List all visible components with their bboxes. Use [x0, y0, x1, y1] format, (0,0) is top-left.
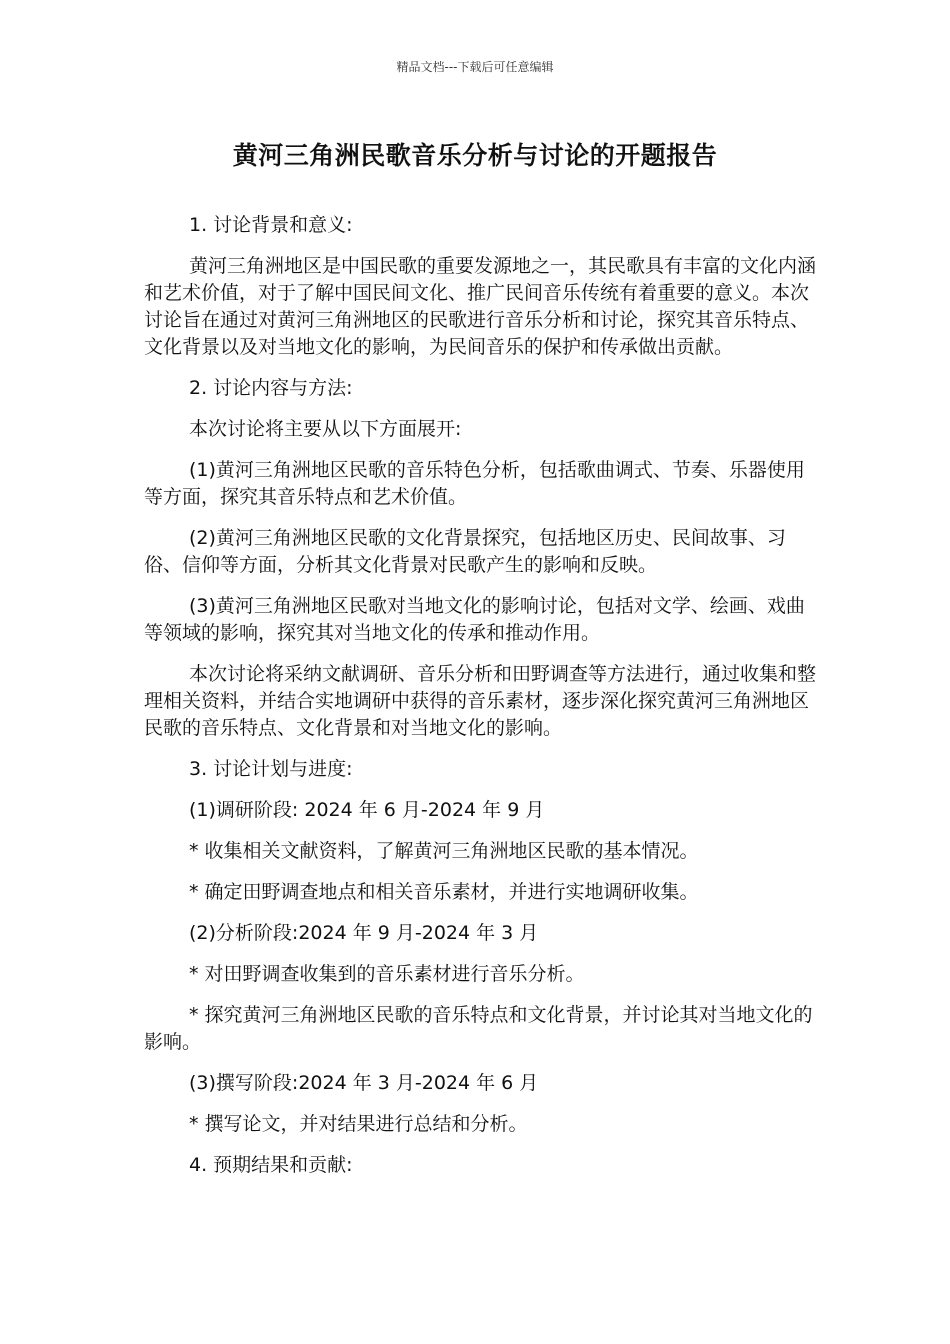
plan-stage-research: (1)调研阶段: 2024 年 6 月-2024 年 9 月 — [189, 799, 545, 821]
header-note: 精品文档---下载后可任意编辑 — [396, 60, 554, 74]
section-heading-results: 4. 预期结果和贡献: — [189, 1154, 353, 1176]
plan-stage-writing: (3)撰写阶段:2024 年 3 月-2024 年 6 月 — [189, 1072, 539, 1094]
paragraph-intro: 本次讨论将主要从以下方面展开: — [189, 418, 462, 440]
paragraph-item-1: (1)黄河三角洲地区民歌的音乐特色分析，包括歌曲调式、节奏、乐器使用等方面，探究其音乐特点和艺术价值。 — [144, 459, 805, 508]
document-body — [144, 212, 816, 1193]
plan-bullet: * 对田野调查收集到的音乐素材进行音乐分析。 — [189, 963, 585, 985]
section-heading-background: 1. 讨论背景和意义: — [189, 214, 353, 236]
section-heading-content-method: 2. 讨论内容与方法: — [189, 377, 353, 399]
plan-bullet: * 收集相关文献资料，了解黄河三角洲地区民歌的基本情况。 — [189, 840, 699, 862]
paragraph-methods: 本次讨论将采纳文献调研、音乐分析和田野调查等方法进行，通过收集和整理相关资料，并结合实地调研中获得的音乐素材，逐步深化探究黄河三角洲地区民歌的音乐特点、文化背景和对当地文化的影响。 — [144, 663, 817, 739]
plan-bullet: * 探究黄河三角洲地区民歌的音乐特点和文化背景，并讨论其对当地文化的影响。 — [144, 1004, 813, 1053]
document-title: 黄河三角洲民歌音乐分析与讨论的开题报告 — [232, 141, 718, 170]
paragraph-item-3: (3)黄河三角洲地区民歌对当地文化的影响讨论，包括对文学、绘画、戏曲等领域的影响，探究其对当地文化的传承和推动作用。 — [144, 595, 805, 644]
plan-bullet: * 撰写论文，并对结果进行总结和分析。 — [189, 1113, 528, 1135]
section-heading-plan: 3. 讨论计划与进度: — [189, 758, 353, 780]
plan-bullet: * 确定田野调查地点和相关音乐素材，并进行实地调研收集。 — [189, 881, 699, 903]
plan-stage-analysis: (2)分析阶段:2024 年 9 月-2024 年 3 月 — [189, 922, 539, 944]
paragraph-background: 黄河三角洲地区是中国民歌的重要发源地之一，其民歌具有丰富的文化内涵和艺术价值，对于了解中国民间文化、推广民间音乐传统有着重要的意义。本次讨论旨在通过对黄河三角洲地区的民歌进行音乐分析和讨论，探究其音乐特点、文化背景以及对当地文化的影响，为民间音乐的保护和传承做出贡献。 — [144, 255, 817, 358]
paragraph-item-2: (2)黄河三角洲地区民歌的文化背景探究，包括地区历史、民间故事、习俗、信仰等方面，分析其文化背景对民歌产生的影响和反映。 — [144, 527, 786, 576]
